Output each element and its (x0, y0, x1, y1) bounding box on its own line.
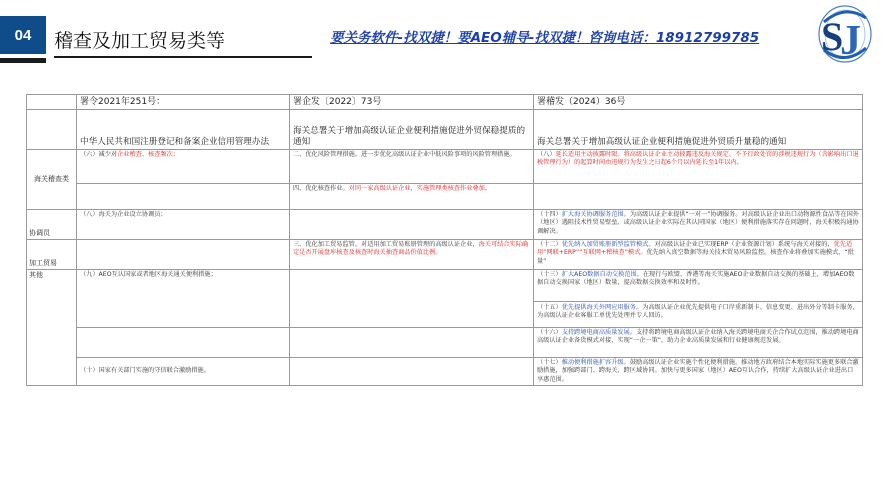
accent-bar (0, 58, 46, 63)
category-processing-trade: 加工贸易 (27, 240, 77, 270)
table-row (27, 358, 863, 386)
cell-r4c2: 三、优化加工贸易监管。对适用加工贸易账册管理的高级认证企业，海关可结合实际确定是否开展盘库核查及核查时海关抽查商品价值比例。 (290, 240, 534, 270)
cell-r3c1: （八）海关为企业设立协调员； (77, 210, 290, 240)
cell-r2c3 (534, 184, 863, 210)
cell-r7c1: （十）国家有关部门实施的守信联合激励措施。 (77, 358, 290, 386)
category-audit: 海关稽查类 (27, 150, 77, 210)
section-number: 04 (14, 26, 32, 44)
table-row (27, 270, 863, 328)
cell-r2c2: 四、优化核查作业。对同一家高级认证企业，实施管理类核查作业叠加。 (290, 184, 534, 210)
page-title: 稽查及加工贸易类等 (54, 30, 226, 52)
cell-r3c2 (290, 210, 534, 240)
doc-title-row (27, 110, 863, 150)
cell-r7c2 (290, 358, 534, 386)
table-row (27, 240, 863, 270)
doc-header-1: 署令2021年251号： (77, 95, 290, 110)
cell-r1c2: 二、优化风险管理措施。进一步优化高级认证企业中低风险事项的风险管理措施。 (290, 150, 534, 184)
category-other: 其他 (27, 270, 77, 386)
doc-header-3: 署稽发（2024）36号 (534, 95, 863, 110)
corner-cell (27, 95, 77, 110)
company-logo (814, 2, 876, 66)
cell-r4c1 (77, 240, 290, 270)
section-number-badge (0, 16, 46, 54)
comparison-table (26, 94, 862, 383)
cell-r6c3: （十六）支持跨境电商高质量发展。支持将跨境电商高级认证企业纳入海关跨境电商关企合作试点范围，推动跨境电商高级认证企业备货模式对接，实现“一企一策”，助力企业高质量发展和行业健康规范发展。 (534, 328, 863, 358)
svg-text:S: S (821, 14, 844, 59)
corner-cell (27, 110, 77, 150)
title-underline (54, 56, 312, 58)
doc-header-2: 署企发〔2022〕73号 (290, 95, 534, 110)
doc-title-1: 中华人民共和国注册登记和备案企业信用管理办法 (77, 110, 290, 150)
cell-r2c1 (77, 184, 290, 210)
table-row (27, 210, 863, 240)
cell-r7c3: （十七）推动便利措施扩容升级。鼓励高级认证企业实施个性化便利措施，推动地方政府结合本地实际实施更多联合激励措施，加强跨部门、跨海关、跨区域协同。加快与更多国家（地区）AEO互认合作，持续扩大高级认证企业进出口享惠范围。 (534, 358, 863, 386)
cell-r3c3: （十四）扩大海关协调服务范围。为高级认证企业提供“一对一”协调服务。对高级认证企业出口动物源性食品等在国外（地区）遇阻技术性贸易壁垒、或高级认证企业实际在其认同国家（地区）便利措施落实存在问题时，海关积极沟通协调解决。 (534, 210, 863, 240)
table-row (27, 150, 863, 184)
category-coordinator: 协调员 (27, 210, 77, 240)
doc-header-row (27, 95, 863, 110)
cell-r6c2 (290, 328, 534, 358)
svg-text:J: J (840, 18, 861, 64)
cell-r5c3: （十三）扩大AEO数据自动交换范围。在现行与欧盟、香港等海关实施AEO企业数据自动交换的基础上，增加AEO数据自动交换国家（地区）数量，提高数据交换效率和及时性。 （十五）优先提供海关外网应用服务。为高级认证企业优先提供电子口岸重新制卡、信息变更、进出外分等制卡服务，为高级认证企业客服工单优先处理并专人回访。 (534, 270, 863, 328)
cell-r1c3: （八）延长适用主动披露时限。将高级认证企业主动披露违反海关规定、不予行政处罚的涉税违规行为（含影响出口退税管理行为）的起算时间由违规行为发生之日起6个月以内延长至1年以内。 (534, 150, 863, 184)
cell-r1c1: （六）减少对企业稽查、核查频次； (77, 150, 290, 184)
cell-r5c2 (290, 270, 534, 328)
table-row (27, 184, 863, 210)
cell-r4c3: （十二）优先纳入加贸账册新型监管模式。对高级认证企业已实现ERP（企业资源计划）系统与海关对接的，优先适用“网联+ERP”“互联网+稽核查”模式。优先纳入真空数据等海关技术贸易风险监控。核查作业将叠加实施模式、“批量” (534, 240, 863, 270)
table-row (27, 328, 863, 358)
promo-banner[interactable]: 要关务软件-找双捷！要AEO辅导-找双捷！咨询电话：18912799785 (330, 30, 760, 46)
doc-title-3: 海关总署关于增加高级认证企业便利措施促进外贸质升量稳的通知 (534, 110, 863, 150)
doc-title-2: 海关总署关于增加高级认证企业便利措施促进外贸保稳提质的通知 (290, 110, 534, 150)
cell-r6c1 (77, 328, 290, 358)
cell-r5c1: （九）AEO互认国家或者地区海关通关便利措施； (77, 270, 290, 328)
